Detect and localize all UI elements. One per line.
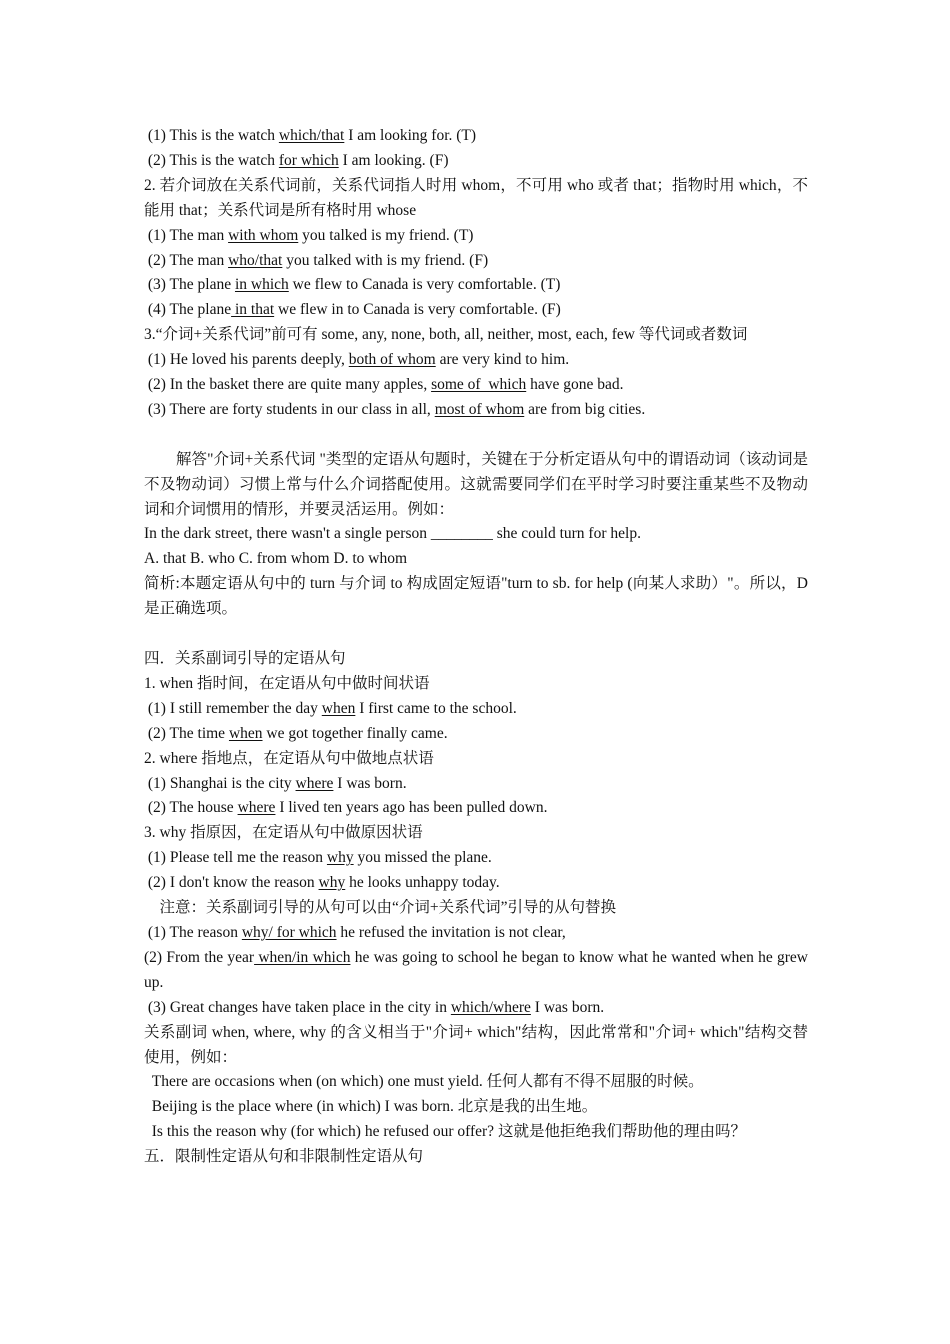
text-line <box>144 871 808 896</box>
text-line <box>144 572 808 622</box>
line-text: 简析:本题定语从句中的 turn 与介词 to 构成固定短语"turn to sb. for help (向某人求助）"。所以，D 是正确选项。 <box>144 575 808 618</box>
line-text: I was born. <box>333 774 407 792</box>
line-text: (2) This is the watch <box>144 151 279 169</box>
line-text: (1) He loved his parents deeply, <box>144 351 349 369</box>
text-line <box>144 522 808 547</box>
underlined-answer: when/in which <box>254 948 351 966</box>
underlined-answer: why <box>326 849 354 867</box>
text-line <box>144 647 808 672</box>
line-text: (1) Please tell me the reason <box>144 849 327 867</box>
text-line <box>144 796 808 821</box>
text-line <box>144 273 808 298</box>
text-line <box>144 896 808 921</box>
text-line <box>144 249 808 274</box>
line-text: 3.“介词+关系代词”前可有 some, any, none, both, all, neither, most, each, few 等代词或者数词 <box>144 326 748 344</box>
line-text: Beijing is the place where (in which) I was born. 北京是我的出生地。 <box>144 1098 598 1116</box>
underlined-answer: where <box>295 774 334 792</box>
underlined-answer: some of which <box>431 376 527 394</box>
blank-line <box>144 622 808 647</box>
line-text: (2) I don't know the reason <box>144 874 319 892</box>
text-line <box>144 174 808 224</box>
line-text: 五．限制性定语从句和非限制性定语从句 <box>144 1148 424 1166</box>
line-text: (2) From the year <box>144 948 255 966</box>
line-text: (1) The man <box>144 226 229 244</box>
line-text: we got together finally came. <box>262 724 448 742</box>
line-text: you missed the plane. <box>353 849 492 867</box>
text-line <box>144 547 808 572</box>
line-text: I am looking for. (T) <box>344 127 477 144</box>
line-text: (2) The time <box>144 724 229 742</box>
line-text: you talked with is my friend. (F) <box>282 251 489 269</box>
line-text: 2. 若介词放在关系代词前，关系代词指人时用 whom，不可用 who 或者 that；指物时用 which，不能用 that；关系代词是所有格时用 whose <box>144 176 808 219</box>
text-line <box>144 722 808 747</box>
text-line <box>144 846 808 871</box>
line-text: I first came to the school. <box>355 699 517 717</box>
underlined-answer: why/ for which <box>241 923 337 941</box>
line-text: I lived ten years ago has been pulled down. <box>275 799 548 817</box>
underlined-answer: both of whom <box>348 351 436 369</box>
line-text: we flew in to Canada is very comfortable. (F) <box>274 301 561 319</box>
line-text: you talked is my friend. (T) <box>298 226 474 244</box>
line-text: In the dark street, there wasn't a single person ________ she could turn for help. <box>144 525 641 543</box>
line-text: 注意：关系副词引导的从句可以由“介词+关系代词”引导的从句替换 <box>144 899 617 917</box>
line-text: (3) The plane <box>144 276 235 294</box>
line-text: 关系副词 when, where, why 的含义相当于"介词+ which"结构，因此常常和"介词+ which"结构交替使用，例如： <box>144 1023 808 1066</box>
underlined-answer: when <box>321 699 356 717</box>
text-line <box>144 298 808 323</box>
line-text: (3) Great changes have taken place in the city in <box>144 998 451 1016</box>
underlined-answer: who/that <box>228 251 283 269</box>
underlined-answer: for which <box>278 151 339 169</box>
text-line <box>144 124 808 149</box>
underlined-answer: most of whom <box>434 400 525 418</box>
text-line <box>144 149 808 174</box>
line-text: (2) In the basket there are quite many apples, <box>144 376 432 394</box>
underlined-answer: which/that <box>278 127 345 144</box>
line-text: 3. why 指原因，在定语从句中做原因状语 <box>144 824 423 842</box>
line-text: (1) The reason <box>144 923 242 941</box>
text-line <box>144 1095 808 1120</box>
underlined-answer: in which <box>234 276 289 294</box>
line-text: he was going to school he began to know what he wanted when he grew up. <box>144 948 808 991</box>
underlined-answer: in that <box>231 301 275 319</box>
text-line <box>144 398 808 423</box>
line-text: 四．关系副词引导的定语从句 <box>144 650 346 667</box>
text-line <box>144 747 808 772</box>
text-line <box>144 1120 808 1145</box>
line-text: There are occasions when (on which) one must yield. 任何人都有不得不屈服的时候。 <box>144 1073 704 1091</box>
line-text: (3) There are forty students in our class in all, <box>144 400 435 418</box>
line-text: I was born. <box>530 998 605 1016</box>
line-text: 1. when 指时间，在定语从句中做时间状语 <box>144 674 430 692</box>
line-text: Is this the reason why (for which) he refused our offer? 这就是他拒绝我们帮助他的理由吗？ <box>144 1123 746 1141</box>
text-line <box>144 821 808 846</box>
line-text: I am looking. (F) <box>338 151 449 169</box>
text-line <box>144 323 808 348</box>
underlined-answer: where <box>237 799 276 817</box>
line-text: he looks unhappy today. <box>345 874 500 892</box>
text-line <box>144 672 808 697</box>
blank-line <box>144 423 808 448</box>
text-line <box>144 1021 808 1071</box>
text-line <box>144 1070 808 1095</box>
line-text: (1) This is the watch <box>144 127 279 144</box>
line-text: (4) The plane <box>144 301 232 319</box>
text-line <box>144 348 808 373</box>
text-line <box>144 224 808 249</box>
document-body <box>144 124 808 1170</box>
text-line <box>144 1145 808 1170</box>
text-line <box>144 996 808 1021</box>
text-line <box>144 921 808 946</box>
line-text: (1) Shanghai is the city <box>144 774 296 792</box>
line-text: 2. where 指地点，在定语从句中做地点状语 <box>144 749 434 767</box>
text-line <box>144 448 808 523</box>
text-line <box>144 373 808 398</box>
line-text: (2) The man <box>144 251 229 269</box>
line-text: 解答"介词+关系代词 "类型的定语从句题时，关键在于分析定语从句中的谓语动词（该动词是不及物动词）习惯上常与什么介词搭配使用。这就需要同学们在平时学习时要注重某些不及物动词和介词惯用的情形，并要灵活运用。例如： <box>144 450 808 518</box>
line-text: are very kind to him. <box>435 351 570 369</box>
text-line <box>144 772 808 797</box>
line-text: A. that B. who C. from whom D. to whom <box>144 550 408 568</box>
line-text: he refused the invitation is not clear, <box>336 923 566 941</box>
underlined-answer: when <box>228 724 263 742</box>
line-text: we flew to Canada is very comfortable. (T) <box>288 276 561 294</box>
underlined-answer: which/where <box>450 998 531 1016</box>
line-text: (1) I still remember the day <box>144 699 322 717</box>
line-text: (2) The house <box>144 799 238 817</box>
underlined-answer: why <box>318 874 346 892</box>
underlined-answer: with whom <box>228 226 299 244</box>
text-line <box>144 697 808 722</box>
text-line <box>144 946 808 996</box>
line-text: have gone bad. <box>526 376 624 394</box>
line-text: are from big cities. <box>524 400 646 418</box>
